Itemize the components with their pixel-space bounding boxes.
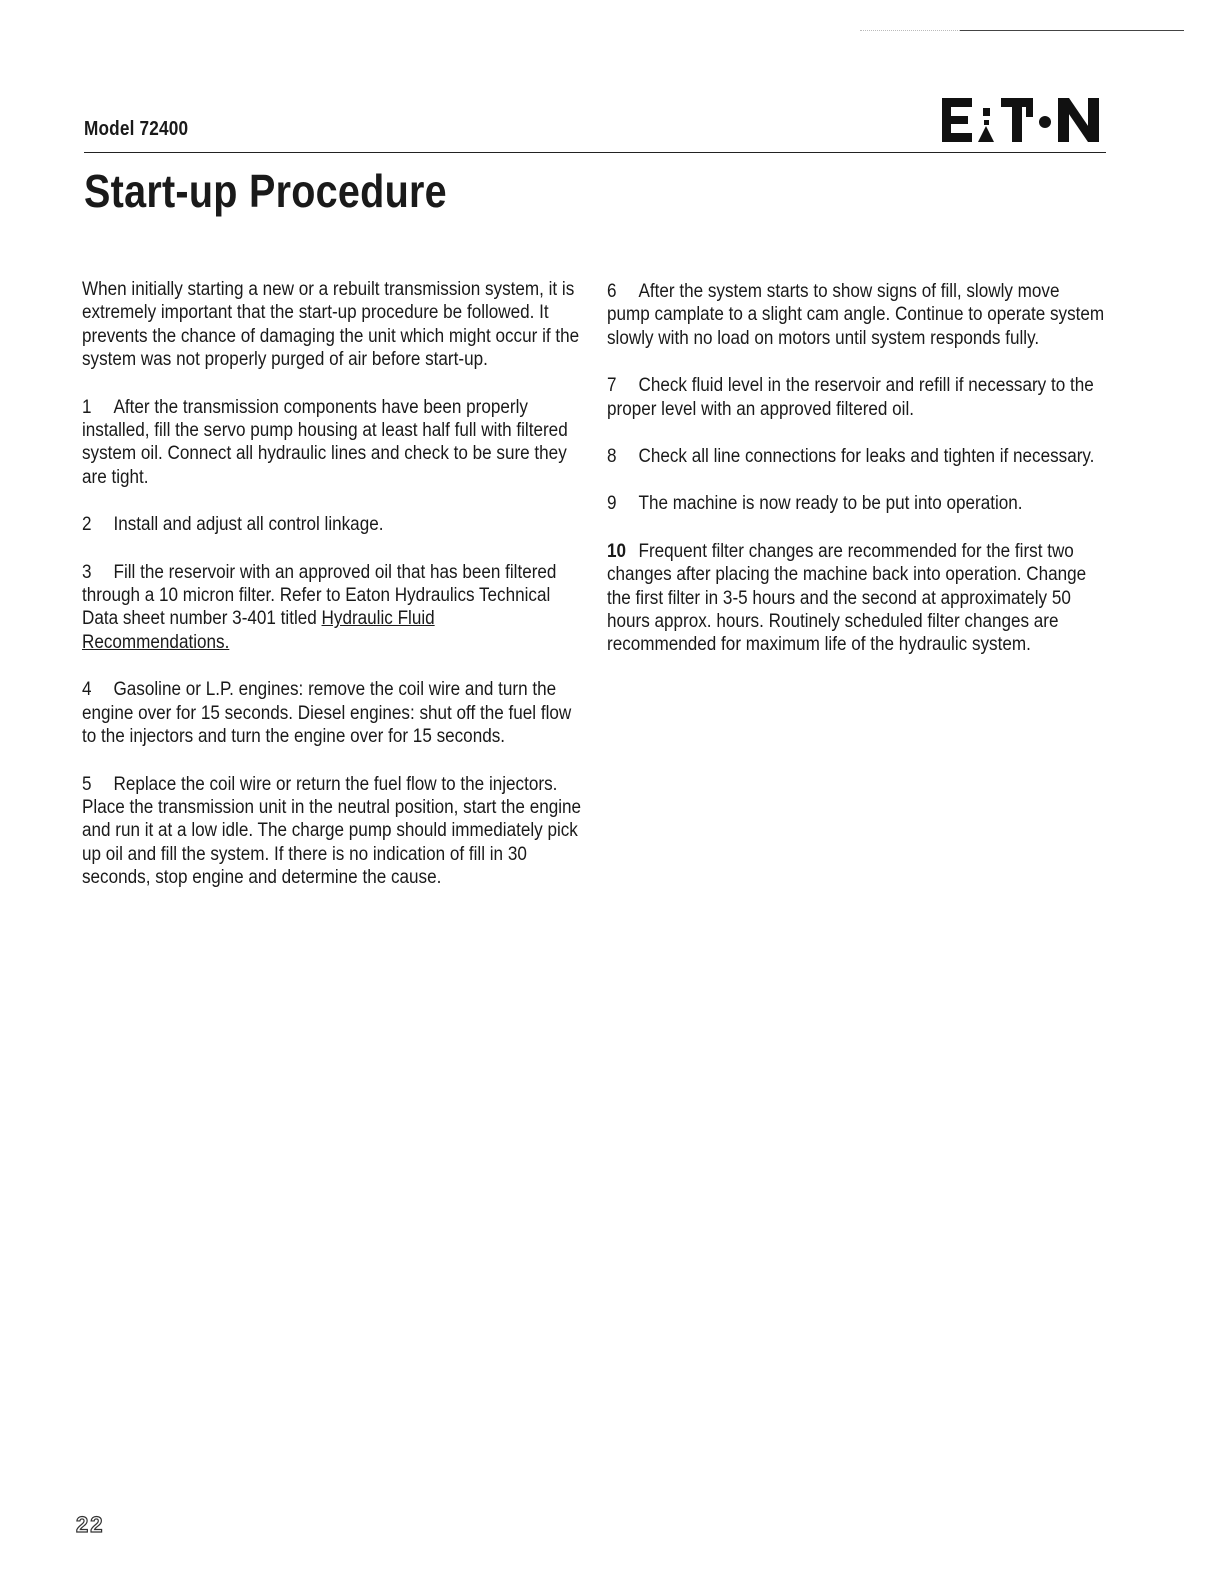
step-number: 8 [607, 446, 617, 468]
step-text: Check fluid level in the reservoir and refill if necessary to the proper level with an approved filtered oil. [607, 375, 1094, 420]
step-number: 4 [82, 679, 92, 701]
step-2 [82, 513, 582, 536]
step-4 [82, 678, 582, 748]
step-number: 3 [82, 561, 92, 583]
model-label: Model 72400 [84, 118, 189, 140]
page-title: Start-up Procedure [84, 165, 447, 217]
logo-dot [1039, 116, 1051, 128]
eaton-logo [942, 96, 1110, 146]
step-1 [82, 396, 582, 490]
step-number: 5 [82, 773, 92, 795]
step-3 [82, 561, 582, 655]
logo-letter-t [1001, 98, 1033, 142]
logo-letter-e [942, 98, 972, 142]
step-text: The machine is now ready to be put into operation. [638, 493, 1023, 515]
step-7 [607, 374, 1107, 421]
step-text: Check all line connections for leaks and tighten if necessary. [638, 446, 1095, 468]
logo-letter-n [1058, 98, 1099, 142]
step-10 [607, 540, 1107, 657]
step-text: Gasoline or L.P. engines: remove the coil wire and turn the engine over for 15 seconds. Diesel engines: shut off the fuel flow to the injectors and turn the engine over for 15 seconds. [82, 679, 572, 748]
top-rule [960, 30, 1184, 31]
step-text: Replace the coil wire or return the fuel flow to the injectors. Place the transmission unit in the neutral position, start the engine and run it at a low idle. The charge pump should immediately pick up oil and fill the system. If there is no indication of fill in 30 seconds, stop engine and determine the cause. [82, 773, 582, 889]
left-column [82, 278, 652, 914]
step-number: 10 [607, 540, 627, 562]
right-column [607, 280, 1177, 681]
step-number: 1 [82, 396, 92, 418]
header-rule [84, 152, 1106, 153]
step-number: 7 [607, 375, 617, 397]
step-number: 2 [82, 514, 92, 536]
step-number: 6 [607, 281, 617, 302]
step-text: Frequent filter changes are recommended for the first two changes after placing the machine back into operation. Change the first filter in 3-5 hours and the second at approximately 50 hours approx. hours. Routinely scheduled filter changes are recommended for maximum life of the hydraulic system. [607, 540, 1087, 656]
step-9 [607, 492, 1107, 515]
step-3-reference: Hydraulic Fluid Recommendations. [82, 608, 435, 653]
step-number: 9 [607, 493, 617, 515]
step-6 [607, 280, 1107, 350]
step-5 [82, 773, 582, 890]
step-text: After the transmission components have been properly installed, fill the servo pump housing at least half full with filtered system oil. Connect all hydraulic lines and check to be sure they are tight. [82, 396, 568, 488]
step-8 [607, 445, 1107, 468]
step-text: Install and adjust all control linkage. [113, 514, 384, 536]
top-faint-rule [860, 30, 960, 31]
intro-paragraph: When initially starting a new or a rebuilt transmission system, it is extremely important that the start-up procedure be followed. It prevents the chance of damaging the unit which might occur if the system was not properly purged of air before start-up. [82, 279, 580, 371]
step-text: Fill the reservoir with an approved oil that has been filtered through a 10 micron filter. Refer to Eaton Hydraulics Technical Data sheet number 3-401 titled [82, 561, 557, 630]
step-text: After the system starts to show signs of fill, slowly move pump camplate to a slight cam angle. Continue to operate system slowly with no load on motors until system responds fully. [607, 281, 1105, 349]
page-number: 22 [76, 1512, 105, 1537]
logo-letter-a [978, 108, 994, 142]
